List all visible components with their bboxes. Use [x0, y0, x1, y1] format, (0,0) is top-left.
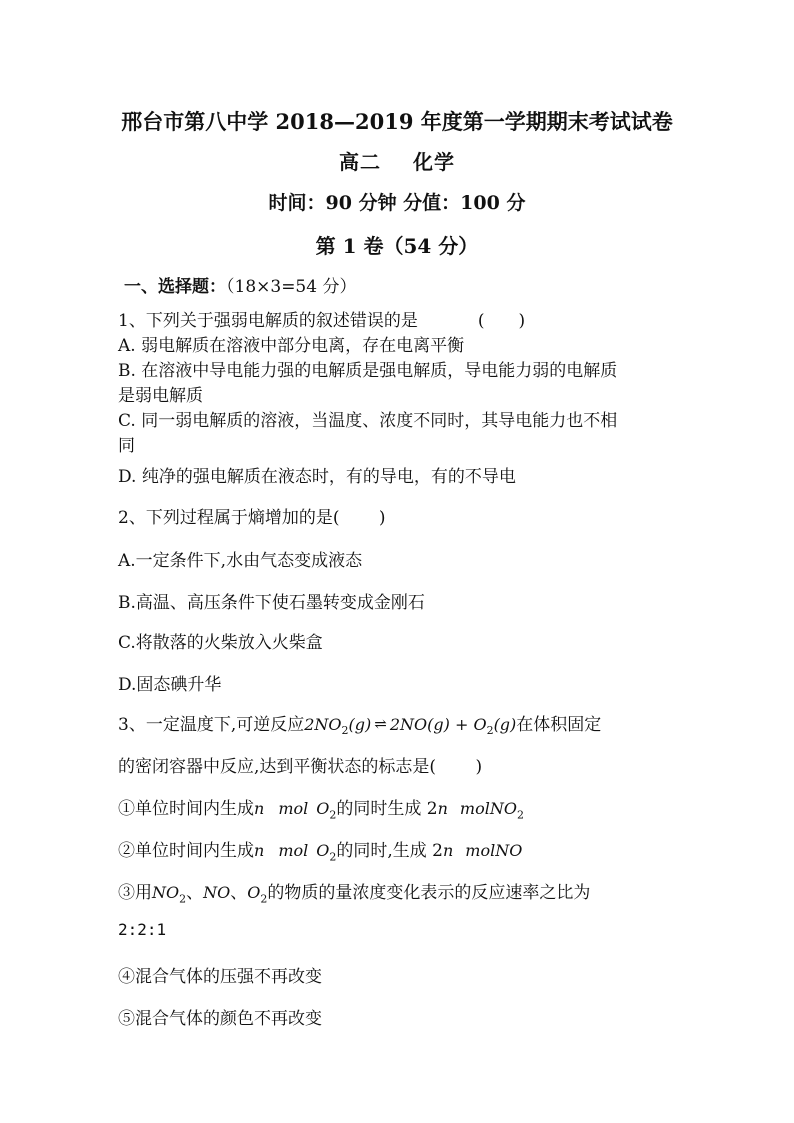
q3-stem-pre: 3、一定温度下,可逆反应	[118, 715, 305, 735]
s2-mid: 的同时,生成 2	[336, 841, 443, 861]
q3-statement-2	[118, 836, 522, 863]
s2-mol2: molNO	[465, 841, 523, 860]
grade-label: 高二	[339, 150, 381, 174]
q3-statement-1	[118, 794, 524, 821]
s2-pre: ②单位时间内生成	[118, 841, 254, 861]
q2-option-c: C.将散落的火柴放入火柴盒	[118, 633, 323, 653]
section-heading	[124, 272, 356, 297]
q3-statement-3	[118, 878, 590, 905]
s1-mid: 的同时生成 2	[336, 799, 438, 819]
q2-stem: 2、下列过程属于熵增加的是( )	[118, 508, 386, 528]
q1-answer-paren: ( )	[477, 311, 526, 331]
s2-mol: mol	[278, 841, 309, 860]
section-heading-label: 一、选择题：	[124, 277, 226, 297]
paper-part-title: 第 1 卷（54 分）	[315, 234, 479, 258]
eq-left-state: (g)	[348, 715, 372, 734]
q3-stem-line2: 的密闭容器中反应,达到平衡状态的标志是( )	[118, 757, 483, 777]
s3-o2: O	[247, 883, 261, 902]
q3-stem-post: 在体积固定	[516, 715, 602, 735]
eq-left: 2NO	[304, 715, 342, 734]
s3-pre: ③用	[118, 883, 152, 903]
eq-right: 2NO(g) + O	[389, 715, 487, 734]
q2-option-a: A.一定条件下,水由气态变成液态	[118, 551, 363, 571]
time-score: 时间：90 分钟 分值：100 分	[268, 192, 526, 214]
q1-option-a: A. 弱电解质在溶液中部分电离，存在电离平衡	[118, 336, 465, 356]
s1-o2: O	[316, 799, 330, 818]
q3-statement-5: ⑤混合气体的颜色不再改变	[118, 1009, 322, 1029]
q2-option-d: D.固态碘升华	[118, 675, 222, 695]
s3-o2-sub: 2	[260, 892, 268, 906]
equilibrium-arrow-icon: ⇌	[374, 715, 387, 733]
s1-mol2: molNO	[459, 799, 517, 818]
s1-o2-sub: 2	[329, 808, 337, 822]
s2-o2: O	[316, 841, 330, 860]
q1-option-b-line2: 是弱电解质	[118, 386, 203, 406]
exam-title: 邢台市第八中学 2018—2019 年度第一学期期末考试试卷	[121, 109, 673, 134]
eq-right-state: (g)	[493, 715, 517, 734]
s2-o2-sub: 2	[329, 850, 337, 864]
s1-no2-sub: 2	[516, 808, 524, 822]
q2-option-b: B.高温、高压条件下使石墨转变成金刚石	[118, 593, 425, 613]
q1-option-c-line2: 同	[118, 436, 135, 456]
q1-stem-text: 1、下列关于强弱电解质的叙述错误的是	[118, 311, 418, 331]
grade-subject	[0, 146, 794, 175]
q3-statement-3-ratio: 2:2:1	[118, 920, 167, 939]
s3-sep1: 、	[186, 883, 204, 903]
eq-right-sub: 2	[486, 724, 494, 738]
section-score: （18×3=54 分）	[226, 277, 357, 297]
s3-sep2: 、	[230, 883, 248, 903]
s1-n2: n	[437, 799, 448, 818]
s1-pre: ①单位时间内生成	[118, 799, 254, 819]
s2-n: n	[254, 841, 265, 860]
s2-n2: n	[442, 841, 454, 860]
s3-post: 的物质的量浓度变化表示的反应速率之比为	[267, 883, 591, 903]
s3-no2-sub: 2	[179, 892, 187, 906]
q3-statement-4: ④混合气体的压强不再改变	[118, 967, 322, 987]
eq-left-sub: 2	[341, 724, 349, 738]
s3-no: NO	[203, 883, 231, 902]
q1-option-b-line1: B. 在溶液中导电能力强的电解质是强电解质，导电能力弱的电解质	[118, 361, 618, 381]
s1-mol: mol	[278, 799, 309, 818]
q3-stem-line1	[118, 710, 601, 737]
s1-n: n	[254, 799, 265, 818]
q1-stem	[118, 306, 525, 331]
q1-option-d: D. 纯净的强电解质在液态时，有的导电，有的不导电	[118, 467, 516, 487]
s3-no2: NO	[152, 883, 180, 902]
subject-label: 化学	[413, 150, 455, 174]
q3-equation	[304, 715, 517, 738]
q1-option-c-line1: C. 同一弱电解质的溶液，当温度、浓度不同时，其导电能力也不相	[118, 411, 618, 431]
